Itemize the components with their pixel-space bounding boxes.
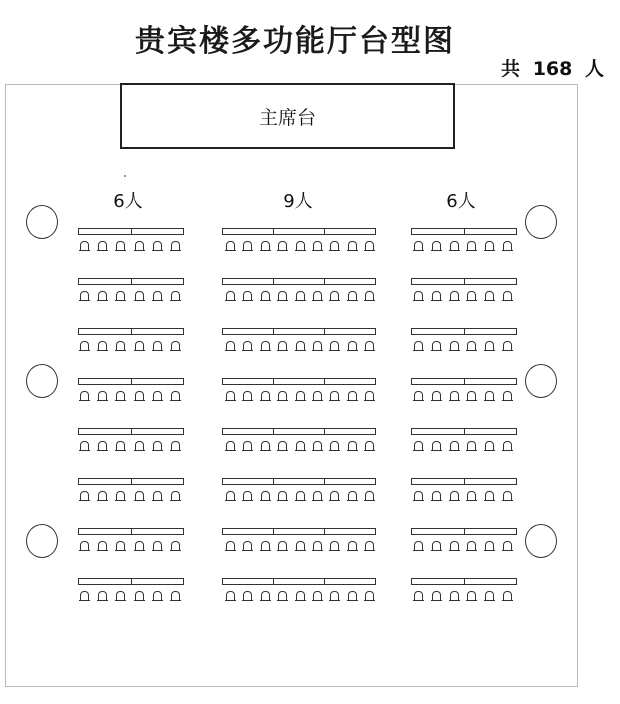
table-segment — [412, 279, 465, 284]
chair-icon — [330, 391, 339, 401]
chair-icon — [365, 291, 374, 301]
chair-icon — [116, 441, 125, 451]
chair-icon — [365, 541, 374, 551]
chair-icon — [503, 591, 512, 601]
table — [411, 328, 517, 335]
table-segment — [412, 379, 465, 384]
pillar-left — [26, 205, 58, 239]
chair-row — [414, 441, 512, 453]
column-label-left: 6人 — [113, 191, 143, 212]
chair-icon — [503, 391, 512, 401]
chair-icon — [365, 241, 374, 251]
chair-icon — [278, 541, 287, 551]
chair-icon — [432, 291, 441, 301]
chair-icon — [80, 241, 89, 251]
chair-icon — [296, 341, 305, 351]
chair-icon — [153, 291, 162, 301]
table-segment — [325, 479, 375, 484]
table — [222, 428, 376, 435]
chair-icon — [313, 491, 322, 501]
chair-icon — [278, 291, 287, 301]
chair-icon — [226, 291, 235, 301]
table-segment — [465, 579, 517, 584]
chair-row — [414, 391, 512, 403]
chair-icon — [450, 591, 459, 601]
table-segment — [412, 329, 465, 334]
chair-icon — [313, 291, 322, 301]
column-label-center: 9人 — [283, 191, 313, 212]
chair-icon — [80, 591, 89, 601]
chair-row — [226, 541, 374, 553]
chair-icon — [226, 591, 235, 601]
chair-icon — [116, 491, 125, 501]
chair-icon — [153, 441, 162, 451]
table — [222, 528, 376, 535]
page-title: 贵宾楼多功能厅台型图 — [135, 24, 455, 59]
chair-icon — [348, 541, 357, 551]
table-segment — [465, 279, 517, 284]
chair-icon — [135, 441, 144, 451]
chair-icon — [98, 541, 107, 551]
chair-icon — [348, 241, 357, 251]
chair-row — [80, 291, 180, 303]
table — [411, 528, 517, 535]
chair-icon — [116, 591, 125, 601]
table-segment — [412, 579, 465, 584]
chair-icon — [348, 491, 357, 501]
table-segment — [412, 229, 465, 234]
total-number: 168 — [532, 58, 573, 80]
table — [411, 278, 517, 285]
chair-icon — [261, 541, 270, 551]
table-segment — [465, 529, 517, 534]
chair-icon — [432, 241, 441, 251]
table-segment — [79, 479, 132, 484]
table-segment — [79, 529, 132, 534]
chair-icon — [171, 291, 180, 301]
chair-row — [226, 391, 374, 403]
chair-row — [80, 591, 180, 603]
chair-icon — [414, 291, 423, 301]
chair-icon — [278, 591, 287, 601]
chair-icon — [98, 391, 107, 401]
chair-icon — [171, 441, 180, 451]
chair-icon — [80, 491, 89, 501]
chair-icon — [153, 391, 162, 401]
chair-icon — [98, 591, 107, 601]
chair-icon — [348, 391, 357, 401]
table-segment — [274, 329, 325, 334]
chair-icon — [135, 591, 144, 601]
table-segment — [132, 229, 184, 234]
table — [78, 478, 184, 485]
chair-icon — [485, 341, 494, 351]
chair-icon — [485, 391, 494, 401]
chair-row — [226, 441, 374, 453]
table-segment — [223, 579, 274, 584]
chair-icon — [450, 241, 459, 251]
table — [78, 528, 184, 535]
chair-row — [226, 591, 374, 603]
chair-icon — [243, 391, 252, 401]
decorative-dot — [124, 175, 126, 177]
chair-icon — [116, 541, 125, 551]
chair-row — [226, 491, 374, 503]
chair-icon — [226, 491, 235, 501]
table-segment — [465, 329, 517, 334]
chair-icon — [135, 391, 144, 401]
chair-icon — [243, 491, 252, 501]
chair-icon — [414, 541, 423, 551]
chair-icon — [153, 591, 162, 601]
table-segment — [412, 529, 465, 534]
chair-icon — [226, 341, 235, 351]
table-segment — [132, 379, 184, 384]
chair-icon — [296, 391, 305, 401]
chair-row — [80, 441, 180, 453]
chair-icon — [135, 291, 144, 301]
table — [78, 228, 184, 235]
chair-icon — [432, 441, 441, 451]
table-segment — [132, 529, 184, 534]
chair-icon — [503, 341, 512, 351]
chair-icon — [278, 391, 287, 401]
table — [78, 278, 184, 285]
table-segment — [132, 479, 184, 484]
table-segment — [412, 429, 465, 434]
chair-row — [80, 491, 180, 503]
chair-icon — [485, 441, 494, 451]
chair-icon — [467, 291, 476, 301]
chair-icon — [467, 241, 476, 251]
pillar-right — [525, 364, 557, 398]
chair-row — [80, 341, 180, 353]
chair-icon — [485, 491, 494, 501]
table-segment — [274, 429, 325, 434]
chair-row — [226, 291, 374, 303]
chair-icon — [98, 441, 107, 451]
chair-icon — [467, 591, 476, 601]
chair-icon — [243, 541, 252, 551]
chair-icon — [414, 241, 423, 251]
table — [222, 478, 376, 485]
chair-icon — [330, 541, 339, 551]
chair-icon — [467, 541, 476, 551]
chair-icon — [313, 341, 322, 351]
chair-icon — [226, 541, 235, 551]
chair-icon — [432, 341, 441, 351]
chair-icon — [348, 441, 357, 451]
chair-icon — [261, 291, 270, 301]
table-segment — [79, 379, 132, 384]
chair-icon — [171, 341, 180, 351]
table-segment — [79, 279, 132, 284]
table-segment — [132, 429, 184, 434]
chair-icon — [467, 441, 476, 451]
chair-icon — [450, 541, 459, 551]
chair-icon — [296, 291, 305, 301]
table — [78, 328, 184, 335]
table-segment — [325, 379, 375, 384]
chair-icon — [278, 441, 287, 451]
table-segment — [223, 529, 274, 534]
column-label-right: 6人 — [446, 191, 476, 212]
chair-icon — [296, 541, 305, 551]
table-segment — [465, 479, 517, 484]
chair-icon — [313, 541, 322, 551]
chair-icon — [296, 441, 305, 451]
chair-icon — [226, 241, 235, 251]
table-segment — [223, 379, 274, 384]
chair-icon — [503, 541, 512, 551]
chair-icon — [296, 241, 305, 251]
table-segment — [79, 329, 132, 334]
pillar-left — [26, 524, 58, 558]
chair-row — [226, 241, 374, 253]
chair-icon — [261, 391, 270, 401]
table-segment — [79, 429, 132, 434]
chair-icon — [348, 591, 357, 601]
chair-icon — [80, 291, 89, 301]
chair-icon — [116, 291, 125, 301]
chair-icon — [365, 341, 374, 351]
chair-icon — [432, 541, 441, 551]
chair-icon — [153, 491, 162, 501]
chair-icon — [261, 441, 270, 451]
table-segment — [412, 479, 465, 484]
table — [78, 578, 184, 585]
chair-icon — [98, 491, 107, 501]
chair-row — [414, 341, 512, 353]
chair-icon — [116, 241, 125, 251]
chair-icon — [171, 491, 180, 501]
table-segment — [274, 229, 325, 234]
chair-icon — [313, 441, 322, 451]
total-unit: 人 — [584, 58, 604, 80]
pillar-left — [26, 364, 58, 398]
table — [411, 478, 517, 485]
table-segment — [132, 579, 184, 584]
table-segment — [223, 279, 274, 284]
table-segment — [274, 579, 325, 584]
chair-icon — [296, 491, 305, 501]
chair-icon — [135, 241, 144, 251]
chair-icon — [432, 491, 441, 501]
chair-icon — [450, 491, 459, 501]
total-prefix: 共 — [501, 58, 521, 80]
table-segment — [325, 529, 375, 534]
table-segment — [325, 579, 375, 584]
table-segment — [223, 479, 274, 484]
chair-icon — [365, 491, 374, 501]
chair-icon — [485, 291, 494, 301]
chair-icon — [261, 591, 270, 601]
table-segment — [223, 329, 274, 334]
chair-icon — [296, 591, 305, 601]
chair-icon — [313, 591, 322, 601]
chair-icon — [243, 341, 252, 351]
table — [78, 378, 184, 385]
table — [222, 278, 376, 285]
chair-icon — [98, 241, 107, 251]
table-segment — [325, 229, 375, 234]
table-segment — [274, 379, 325, 384]
table — [411, 228, 517, 235]
pillar-right — [525, 524, 557, 558]
chair-icon — [171, 241, 180, 251]
chair-icon — [330, 341, 339, 351]
chair-icon — [450, 391, 459, 401]
chair-icon — [467, 341, 476, 351]
table — [222, 228, 376, 235]
chair-icon — [171, 391, 180, 401]
table-segment — [223, 229, 274, 234]
chair-icon — [365, 391, 374, 401]
chair-icon — [503, 241, 512, 251]
table-segment — [325, 429, 375, 434]
chair-icon — [503, 291, 512, 301]
table-segment — [274, 529, 325, 534]
table-segment — [79, 579, 132, 584]
chair-icon — [243, 241, 252, 251]
chair-icon — [365, 441, 374, 451]
table-segment — [274, 479, 325, 484]
chair-icon — [330, 241, 339, 251]
table-segment — [274, 279, 325, 284]
chair-row — [414, 291, 512, 303]
chair-icon — [278, 341, 287, 351]
chair-icon — [135, 341, 144, 351]
chair-icon — [450, 441, 459, 451]
chair-icon — [80, 391, 89, 401]
table-segment — [132, 329, 184, 334]
chair-icon — [243, 291, 252, 301]
chair-icon — [414, 491, 423, 501]
chair-icon — [243, 441, 252, 451]
chair-icon — [330, 291, 339, 301]
chair-icon — [153, 541, 162, 551]
chair-icon — [226, 441, 235, 451]
chair-icon — [171, 591, 180, 601]
table — [411, 428, 517, 435]
chair-icon — [313, 241, 322, 251]
chair-icon — [153, 241, 162, 251]
chair-icon — [116, 391, 125, 401]
chair-icon — [414, 441, 423, 451]
chair-icon — [503, 491, 512, 501]
chair-icon — [330, 441, 339, 451]
chair-icon — [80, 341, 89, 351]
table — [222, 378, 376, 385]
chair-icon — [261, 341, 270, 351]
chair-icon — [153, 341, 162, 351]
chair-row — [80, 541, 180, 553]
chair-row — [80, 391, 180, 403]
chair-icon — [98, 341, 107, 351]
chair-icon — [330, 491, 339, 501]
table-segment — [325, 329, 375, 334]
chair-icon — [243, 591, 252, 601]
pillar-right — [525, 205, 557, 239]
chair-row — [414, 591, 512, 603]
chair-icon — [503, 441, 512, 451]
chair-icon — [80, 441, 89, 451]
chair-row — [226, 341, 374, 353]
table — [411, 578, 517, 585]
chair-icon — [330, 591, 339, 601]
chair-icon — [365, 591, 374, 601]
chair-icon — [278, 491, 287, 501]
podium — [120, 83, 455, 149]
chair-row — [80, 241, 180, 253]
table — [222, 578, 376, 585]
chair-row — [414, 491, 512, 503]
chair-icon — [432, 591, 441, 601]
chair-icon — [467, 491, 476, 501]
chair-icon — [278, 241, 287, 251]
table-segment — [132, 279, 184, 284]
chair-icon — [450, 291, 459, 301]
total-count — [495, 54, 604, 81]
chair-icon — [348, 341, 357, 351]
chair-icon — [261, 491, 270, 501]
chair-icon — [485, 591, 494, 601]
table-segment — [465, 229, 517, 234]
chair-row — [414, 541, 512, 553]
chair-icon — [414, 391, 423, 401]
table-segment — [465, 379, 517, 384]
chair-icon — [414, 591, 423, 601]
table-segment — [325, 279, 375, 284]
table — [411, 378, 517, 385]
table — [78, 428, 184, 435]
chair-icon — [348, 291, 357, 301]
table — [222, 328, 376, 335]
chair-icon — [485, 241, 494, 251]
chair-icon — [226, 391, 235, 401]
chair-icon — [432, 391, 441, 401]
chair-row — [414, 241, 512, 253]
chair-icon — [467, 391, 476, 401]
chair-icon — [414, 341, 423, 351]
chair-icon — [135, 541, 144, 551]
table-segment — [465, 429, 517, 434]
chair-icon — [485, 541, 494, 551]
chair-icon — [450, 341, 459, 351]
chair-icon — [135, 491, 144, 501]
chair-icon — [116, 341, 125, 351]
chair-icon — [261, 241, 270, 251]
chair-icon — [171, 541, 180, 551]
chair-icon — [313, 391, 322, 401]
table-segment — [79, 229, 132, 234]
podium-label: 主席台 — [258, 106, 316, 129]
chair-icon — [98, 291, 107, 301]
table-segment — [223, 429, 274, 434]
chair-icon — [80, 541, 89, 551]
